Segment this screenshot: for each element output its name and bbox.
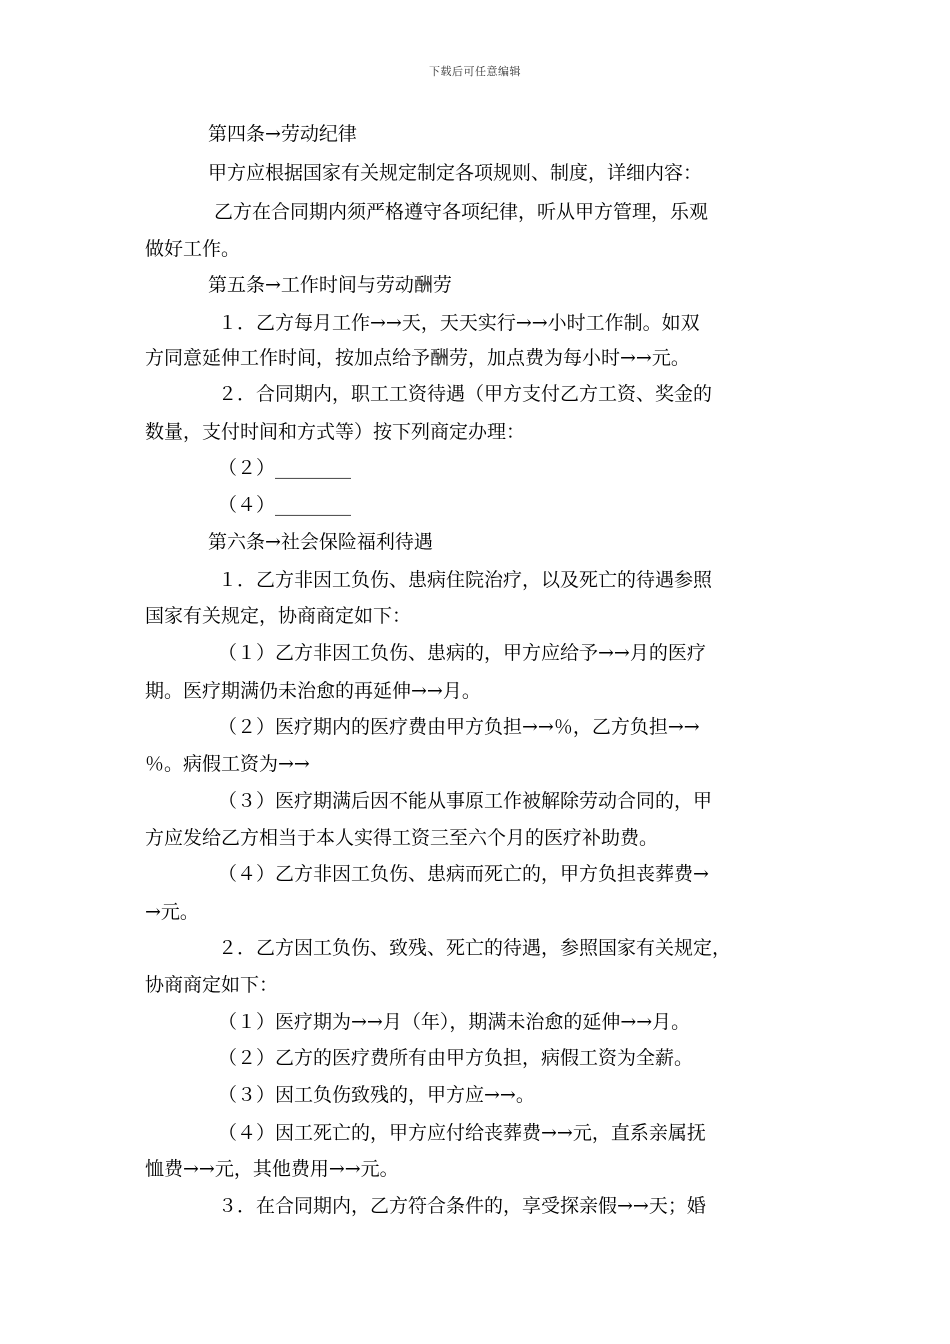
list-item: （１）医疗期为→→月（年），期满未治愈的延伸→→月。: [218, 1011, 691, 1033]
paragraph-line: 做好工作。: [145, 238, 241, 260]
paragraph-line: 数量，支付时间和方式等）按下列商定办理：: [145, 421, 526, 443]
article-4-heading: 第四条→劳动纪律: [208, 123, 357, 145]
list-item: （２）乙方的医疗费所有由甲方负担，病假工资为全薪。: [218, 1047, 694, 1069]
page-header: 下载后可任意编辑: [429, 65, 521, 78]
paragraph-line: １．乙方非因工负伤、患病住院治疗，以及死亡的待遇参照: [218, 569, 713, 591]
list-item: （１）乙方非因工负伤、患病的，甲方应给予→→月的医疗: [218, 642, 706, 664]
paragraph-line: ２．乙方因工负伤、致残、死亡的待遇，参照国家有关规定，: [218, 937, 732, 959]
paragraph-line: 方应发给乙方相当于本人实得工资三至六个月的医疗补助费。: [145, 827, 659, 849]
list-item: （４）因工死亡的，甲方应付给丧葬费→→元，直系亲属抚: [218, 1122, 706, 1144]
paragraph-line: ２．合同期内，职工工资待遇（甲方支付乙方工资、奖金的: [218, 383, 713, 405]
list-item: （４）________: [218, 494, 352, 516]
paragraph-line: ％。病假工资为→→: [145, 753, 310, 775]
paragraph-line: 恤费→→元，其他费用→→元。: [145, 1158, 399, 1180]
article-6-heading: 第六条→社会保险福利待遇: [208, 531, 433, 553]
paragraph-line: 乙方在合同期内须严格遵守各项纪律，听从甲方管理，乐观: [214, 201, 709, 223]
list-item: （２）________: [218, 457, 352, 479]
paragraph-line: ３．在合同期内，乙方符合条件的，享受探亲假→→天；婚: [218, 1195, 706, 1217]
article-5-heading: 第五条→工作时间与劳动酬劳: [208, 274, 452, 296]
paragraph-line: →元。: [145, 901, 199, 923]
list-item: （３）因工负伤致残的，甲方应→→。: [218, 1084, 535, 1106]
paragraph-line: １．乙方每月工作→→天，天天实行→→小时工作制。如双: [218, 312, 700, 334]
paragraph-line: 期。医疗期满仍未治愈的再延伸→→月。: [145, 680, 481, 702]
paragraph-line: 方同意延伸工作时间，按加点给予酬劳，加点费为每小时→→元。: [145, 347, 690, 369]
list-item: （３）医疗期满后因不能从事原工作被解除劳动合同的，甲: [218, 790, 713, 812]
paragraph-line: 协商商定如下：: [145, 974, 279, 996]
paragraph-line: 国家有关规定，协商商定如下：: [145, 605, 412, 627]
list-item: （４）乙方非因工负伤、患病而死亡的，甲方负担丧葬费→: [218, 863, 709, 885]
list-item: （２）医疗期内的医疗费由甲方负担→→％，乙方负担→→: [218, 716, 700, 738]
paragraph-line: 甲方应根据国家有关规定制定各项规则、制度，详细内容：: [208, 162, 703, 184]
